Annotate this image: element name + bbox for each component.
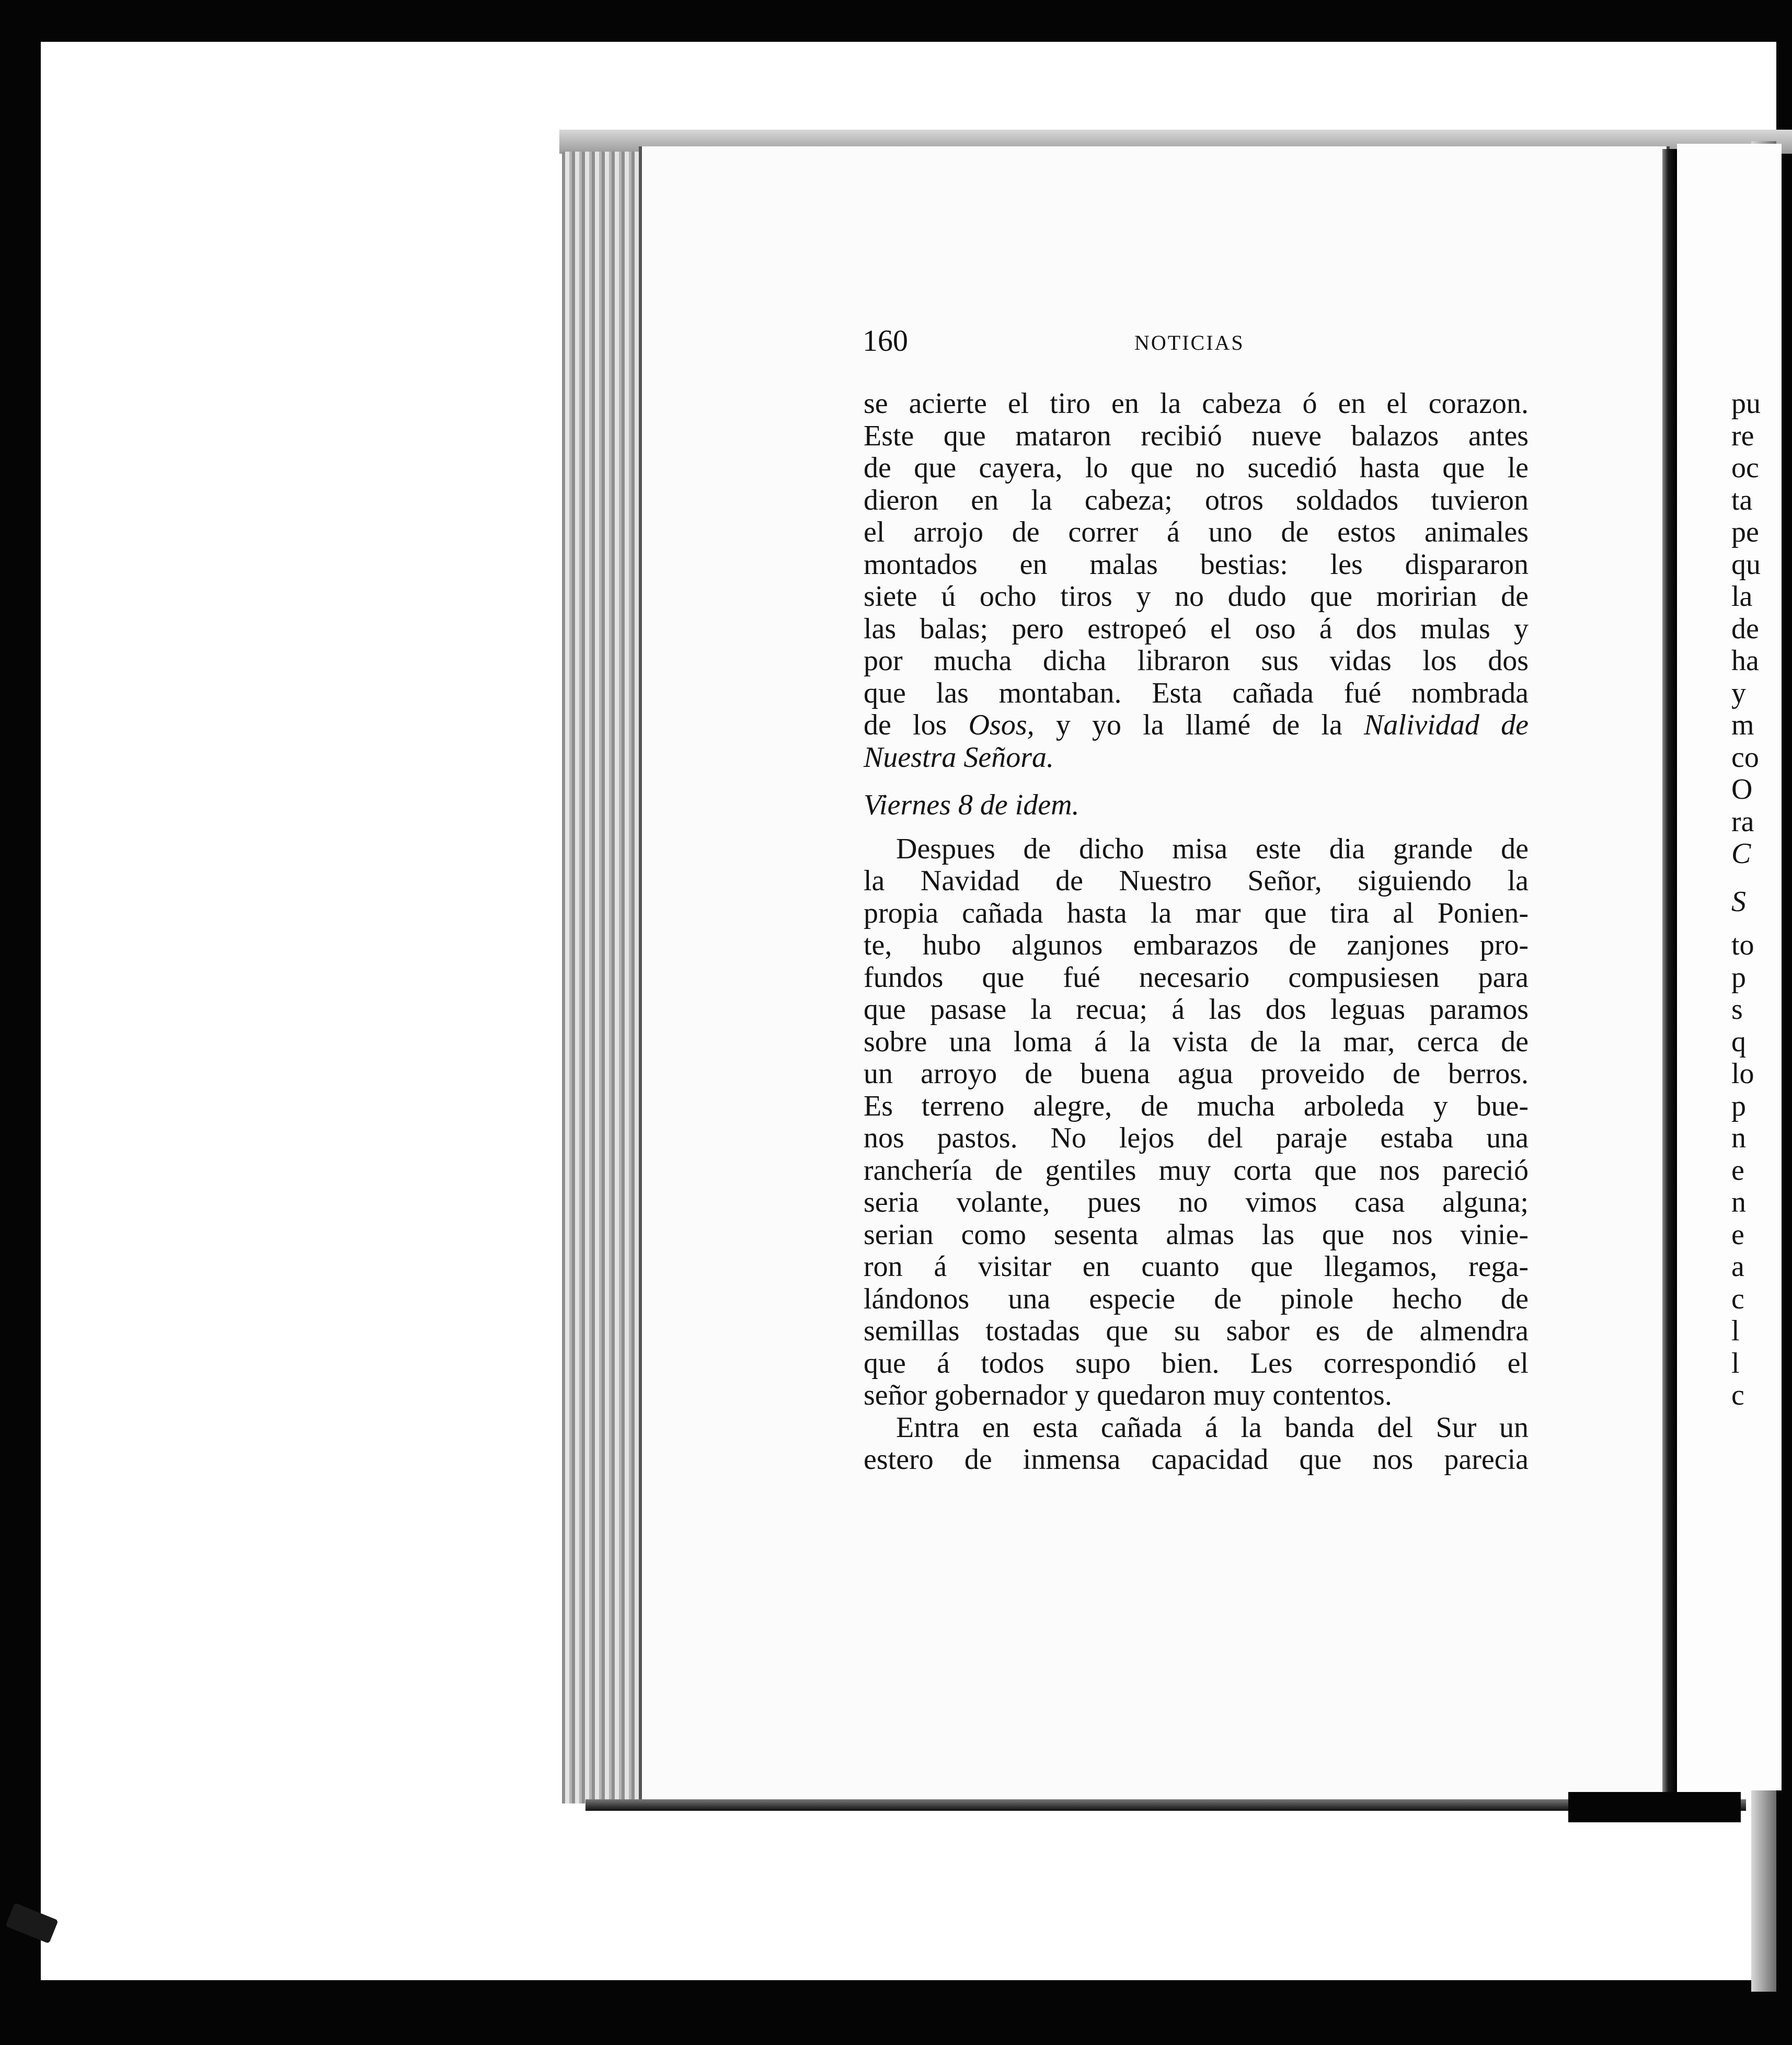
right-page-fragment: C: [1731, 837, 1751, 870]
text-line: [864, 1155, 1529, 1187]
text-line: [864, 1283, 1529, 1316]
text-run: señor gobernador y quedaron muy contentos.: [864, 1379, 1392, 1411]
right-page-fragment: oc: [1731, 452, 1759, 484]
text-line: [864, 1219, 1529, 1251]
scan-border-bottom: [0, 1980, 1792, 2045]
right-page-fragment: lo: [1731, 1058, 1754, 1090]
text-run: sobre una loma á la vista de la mar, cerca de: [864, 1025, 1529, 1058]
text-run: Despues de dicho misa este dia grande de: [896, 832, 1529, 865]
right-page-fragment: n: [1731, 1186, 1746, 1219]
scan-border-top: [0, 0, 1792, 42]
right-page-fragment: O: [1731, 773, 1753, 806]
text-line: [864, 898, 1529, 930]
right-page-fragment: pu: [1731, 388, 1761, 420]
text-line: [864, 742, 1529, 774]
text-line: [864, 1058, 1529, 1090]
text-line: [864, 549, 1529, 581]
right-page-fragment: p: [1731, 961, 1746, 994]
text-line: [864, 677, 1529, 710]
text-run: semillas tostadas que su sabor es de almendra: [864, 1315, 1529, 1347]
italic-text: Viernes 8 de idem.: [864, 789, 1079, 821]
right-page-fragment: s: [1731, 993, 1743, 1026]
right-page-fragment: c: [1731, 1379, 1744, 1411]
text-line: [864, 994, 1529, 1026]
text-line: [864, 645, 1529, 677]
text-run: y yo la llamé de la: [1034, 709, 1364, 741]
running-head: NOTICIAS: [1134, 331, 1245, 354]
right-page-fragment: p: [1731, 1089, 1746, 1122]
text-run: de que cayera, lo que no sucedió hasta que le: [864, 452, 1529, 484]
text-line: [864, 709, 1529, 742]
text-line: [864, 1251, 1529, 1283]
text-run: fundos que fué necesario compusiesen para: [864, 961, 1529, 994]
page-header: [863, 323, 1526, 360]
text-line: [864, 929, 1529, 962]
right-page-fragment: ha: [1731, 645, 1759, 677]
right-page-fragment: q: [1731, 1025, 1746, 1058]
text-line: [864, 1315, 1529, 1348]
right-page-fragment: l: [1731, 1347, 1740, 1380]
text-line: [864, 581, 1529, 613]
text-line: [864, 1380, 1529, 1412]
text-line: [864, 388, 1529, 420]
text-line: [864, 833, 1529, 866]
text-run: por mucha dicha libraron sus vidas los dos: [864, 645, 1529, 677]
book-gutter: [1662, 149, 1677, 1801]
book-clip: [1568, 1792, 1741, 1822]
italic-text: Nuestra Señora.: [864, 741, 1054, 774]
text-line: [864, 1090, 1529, 1123]
text-line: [864, 1412, 1529, 1444]
text-line: [864, 452, 1529, 485]
text-line: [864, 1187, 1529, 1219]
text-run: siete ú ocho tiros y no dudo que moririan de: [864, 580, 1529, 613]
right-page-fragment: ta: [1731, 484, 1753, 516]
text-run: la Navidad de Nuestro Señor, siguiendo la: [864, 865, 1529, 897]
right-page-fragment: m: [1731, 709, 1754, 741]
text-run: un arroyo de buena agua proveido de berros.: [864, 1058, 1529, 1090]
page-number: 160: [863, 324, 908, 358]
text-run: dieron en la cabeza; otros soldados tuvieron: [864, 484, 1529, 516]
page-edge-stack: [562, 152, 646, 1803]
text-line: [864, 962, 1529, 994]
right-page-fragment: n: [1731, 1122, 1746, 1154]
text-line: [864, 420, 1529, 453]
text-line: [864, 516, 1529, 549]
right-page-fragment: re: [1731, 419, 1754, 452]
text-line: [864, 613, 1529, 646]
right-page-fragment: e: [1731, 1154, 1744, 1187]
italic-text: Nalividad de: [1364, 709, 1529, 741]
text-run: propia cañada hasta la mar que tira al Ponien-: [864, 897, 1529, 929]
italic-text: Osos,: [968, 709, 1035, 741]
text-run: lándonos una especie de pinole hecho de: [864, 1282, 1529, 1315]
right-page-fragment: de: [1731, 612, 1759, 645]
text-line: [864, 1444, 1529, 1476]
right-page-fragment: e: [1731, 1218, 1744, 1251]
right-page-fragment: ra: [1731, 805, 1754, 838]
text-line: [864, 1026, 1529, 1059]
text-run: que pasase la recua; á las dos leguas paramos: [864, 993, 1529, 1026]
right-page-fragment: pe: [1731, 516, 1759, 548]
text-run: que las montaban. Esta cañada fué nombrada: [864, 676, 1529, 709]
text-run: montados en malas bestias: les dispararon: [864, 548, 1529, 581]
text-line: [864, 1122, 1529, 1155]
text-run: te, hubo algunos embarazos de zanjones pro-: [864, 929, 1529, 961]
right-page-fragment: l: [1731, 1315, 1740, 1347]
page-body-text: [864, 388, 1529, 1476]
text-run: las balas; pero estropeó el oso á dos mulas y: [864, 612, 1529, 645]
section-heading: [864, 789, 1529, 822]
text-line: [864, 1348, 1529, 1380]
text-run: nos pastos. No lejos del paraje estaba una: [864, 1122, 1529, 1154]
right-page-fragment: S: [1731, 885, 1746, 918]
text-run: Entra en esta cañada á la banda del Sur un: [896, 1411, 1529, 1444]
text-run: se acierte el tiro en la cabeza ó en el corazon.: [864, 387, 1529, 420]
right-page-fragment: c: [1731, 1282, 1744, 1315]
text-run: serian como sesenta almas las que nos vinie-: [864, 1218, 1529, 1251]
text-line: [864, 485, 1529, 517]
right-page-fragment: a: [1731, 1250, 1744, 1283]
text-run: ranchería de gentiles muy corta que nos pareció: [864, 1154, 1529, 1187]
right-page-text-fragments: [1731, 388, 1778, 1412]
text-run: Este que mataron recibió nueve balazos antes: [864, 419, 1529, 452]
right-page-fragment: co: [1731, 741, 1759, 774]
text-run: seria volante, pues no vimos casa alguna;: [864, 1186, 1529, 1219]
text-run: estero de inmensa capacidad que nos parecia: [864, 1443, 1529, 1476]
text-line: [864, 865, 1529, 898]
text-run: ron á visitar en cuanto que llegamos, rega-: [864, 1250, 1529, 1283]
right-page-fragment: la: [1731, 580, 1753, 613]
right-page-fragment: y: [1731, 676, 1746, 709]
text-run: que á todos supo bien. Les correspondió el: [864, 1347, 1529, 1380]
text-run: Es terreno alegre, de mucha arboleda y bue-: [864, 1089, 1529, 1122]
right-page-fragment: qu: [1731, 548, 1761, 581]
right-page-fragment: to: [1731, 929, 1754, 961]
text-run: de los: [864, 709, 969, 741]
scan-border-left: [0, 0, 41, 2045]
text-run: el arrojo de correr á uno de estos animales: [864, 516, 1529, 548]
